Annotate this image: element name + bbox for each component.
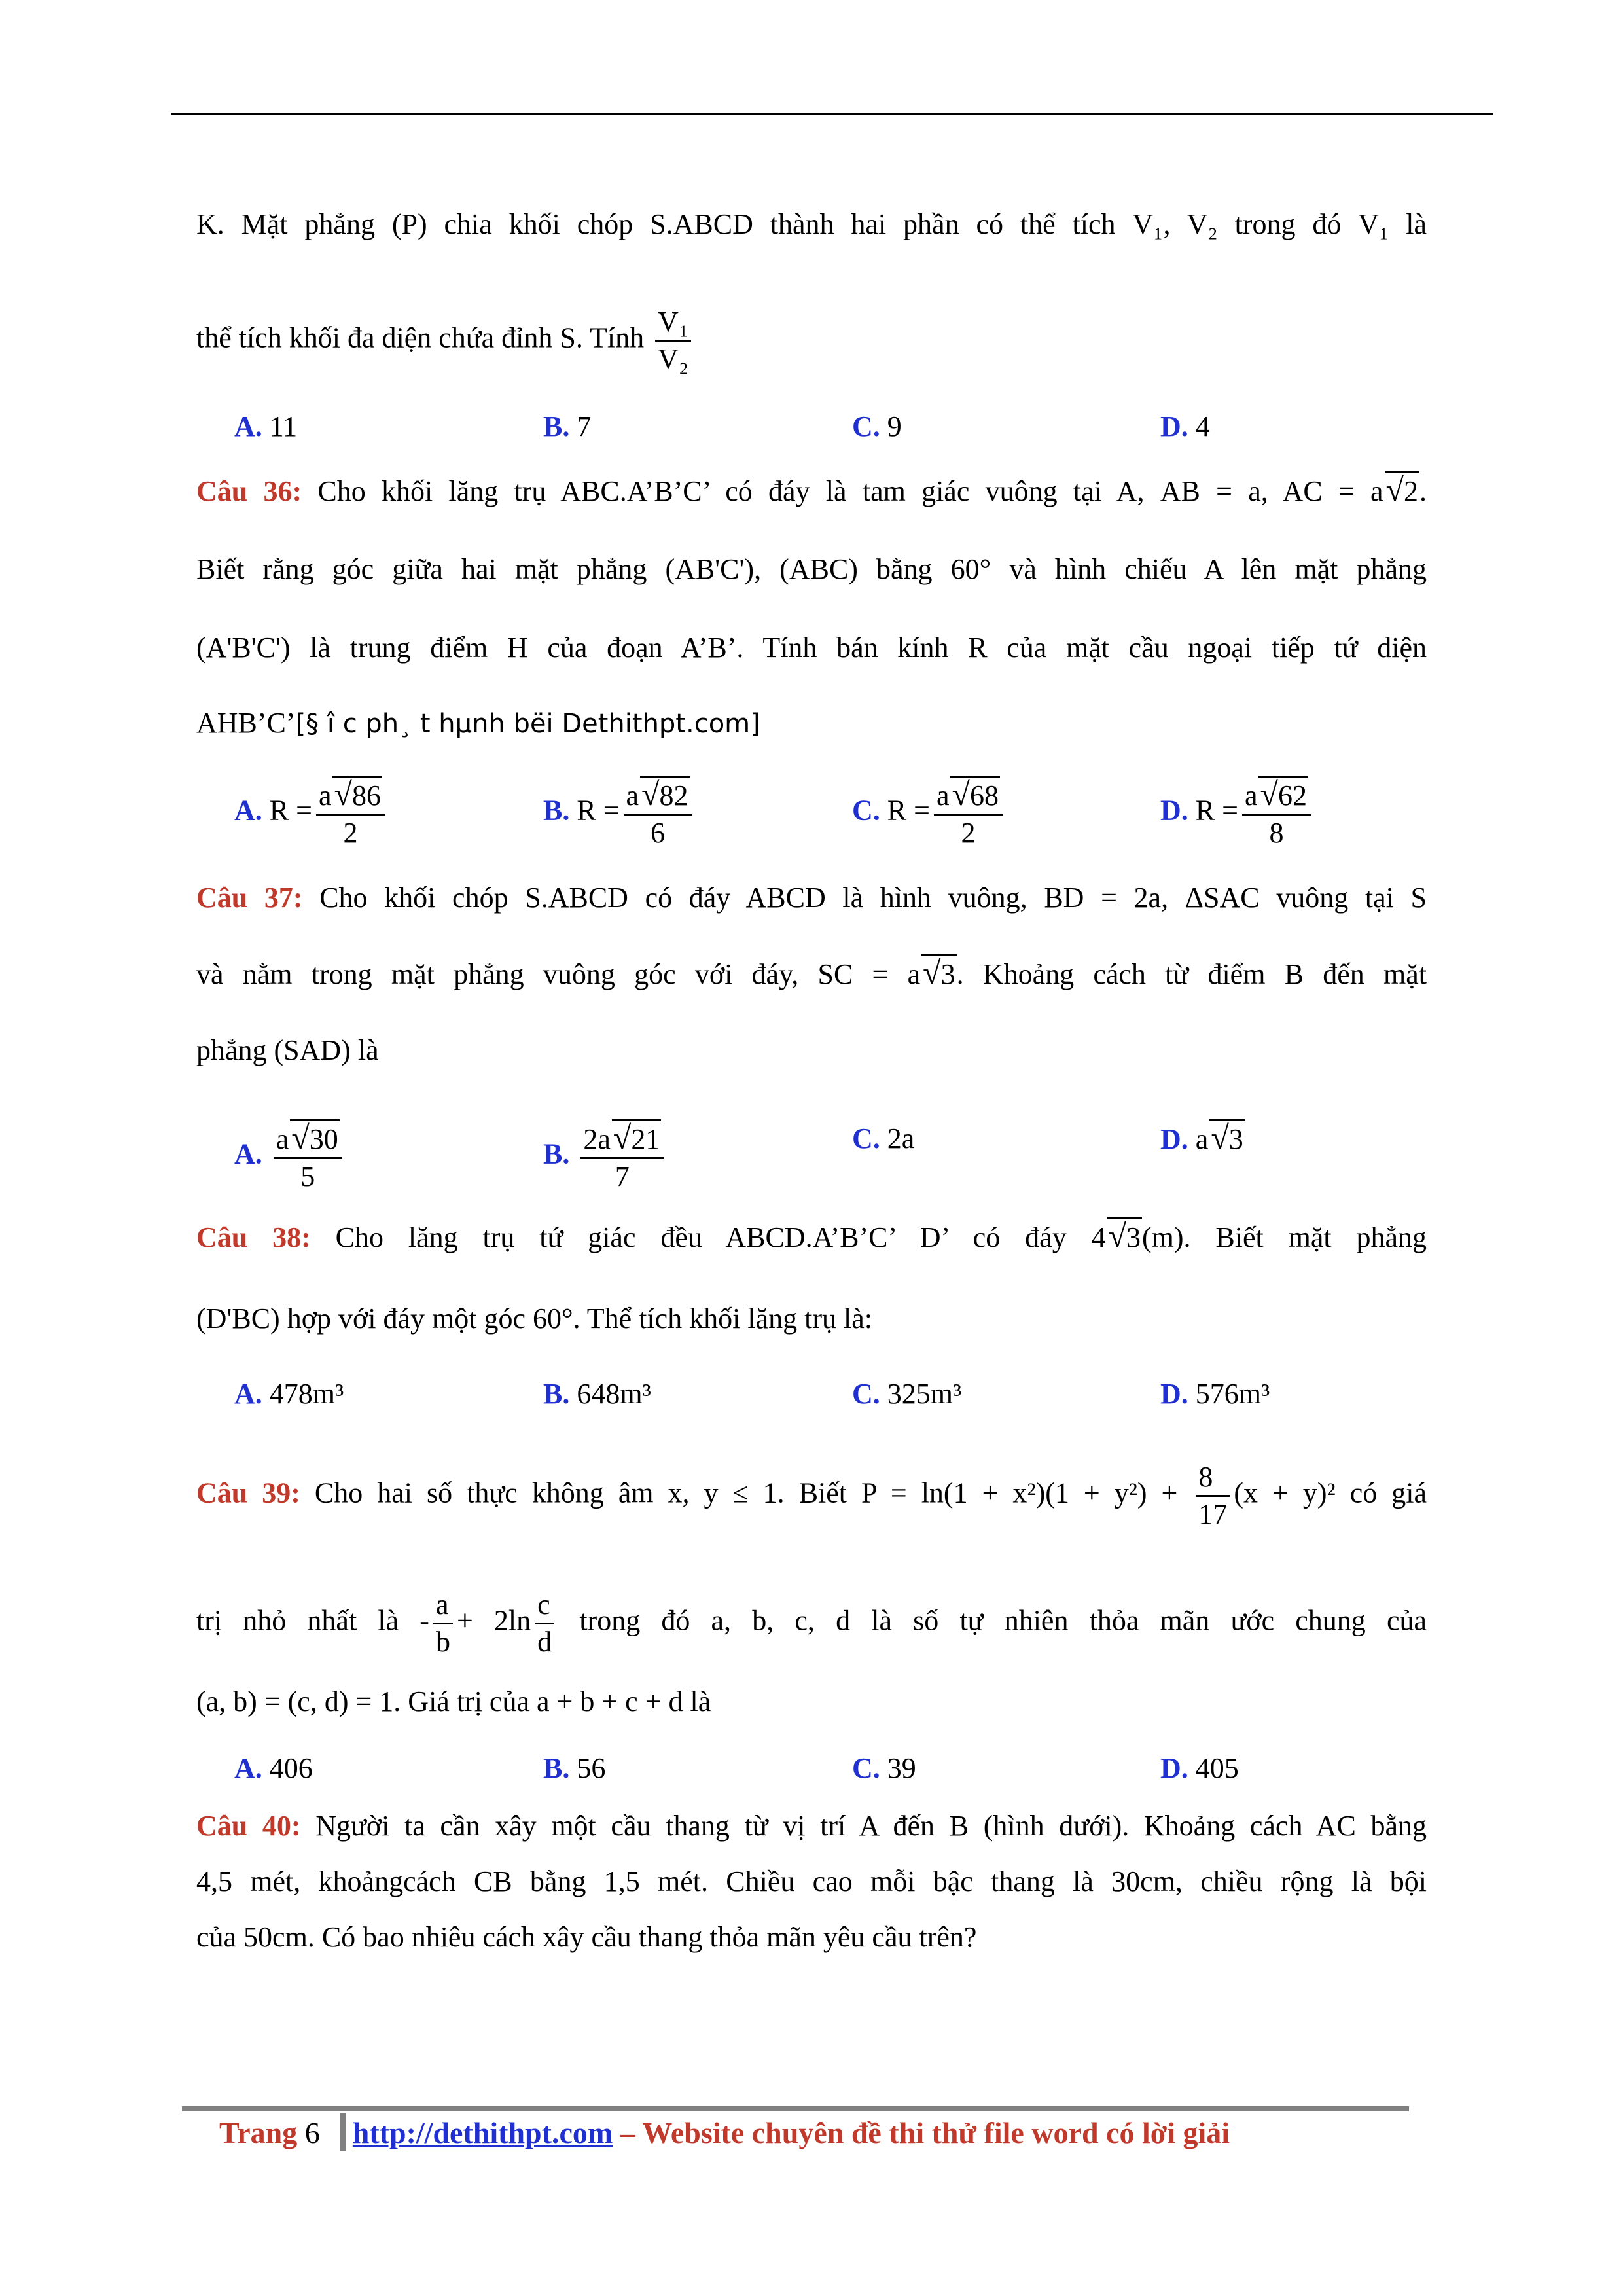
q37-option-a[interactable]: A. $\frac{a√30}{5}$ xyxy=(234,1119,346,1194)
q39-option-a[interactable]: A. 406 xyxy=(234,1752,313,1784)
q37-line-2: và nằm trong mặt phẳng vuông góc với đáy, SC = a√3. Khoảng cách từ điểm B đến mặt xyxy=(196,954,1427,991)
q39-line-1: Câu 39: Cho hai số thực không âm x, y ≤ 1. Biết P = ln(1 + x²)(1 + y²) + $\frac{8}{17}$ (x + y)² có giá xyxy=(196,1461,1427,1530)
q38-option-c[interactable]: C. 325m³ xyxy=(852,1378,962,1410)
q39-option-c[interactable]: C. 39 xyxy=(852,1752,916,1784)
q35-option-d[interactable]: D. 4 xyxy=(1160,410,1210,442)
footer xyxy=(219,2115,1230,2150)
header-rule xyxy=(171,113,1493,115)
q37-line-3: phẳng (SAD) là xyxy=(196,1034,379,1066)
q35-option-a[interactable]: A. 11 xyxy=(234,410,298,442)
q37-line-1: Câu 37: Cho khối chóp S.ABCD có đáy ABCD là hình vuông, BD = 2a, ΔSAC vuông tại S xyxy=(196,882,1427,914)
q40-line-3: của 50cm. Có bao nhiêu cách xây cầu thang thỏa mãn yêu cầu trên? xyxy=(196,1921,977,1953)
q40-line-2: 4,5 mét, khoảngcách CB bằng 1,5 mét. Chiều cao mỗi bậc thang là 30cm, chiều rộng là bội xyxy=(196,1865,1427,1897)
q37-option-c[interactable]: C. 2a xyxy=(852,1122,915,1155)
q39-option-d[interactable]: D. 405 xyxy=(1160,1752,1239,1784)
page-number: 6 xyxy=(304,2116,320,2149)
q39-line-3: (a, b) = (c, d) = 1. Giá trị của a + b + c + d là xyxy=(196,1685,711,1717)
page-label: Trang xyxy=(219,2116,298,2149)
footer-tagline: – Website chuyên đề thi thử file word có lời giải xyxy=(613,2116,1230,2149)
q35-line-1: K. Mặt phẳng (P) chia khối chóp S.ABCD thành hai phần có thể tích V₁, V₂ trong đó V₁ là xyxy=(196,208,1427,240)
q36-option-d[interactable]: D. R = $\frac{a√62}{8}$ xyxy=(1160,776,1315,851)
volumes: V₁, V₂ xyxy=(1132,208,1218,240)
volume-ratio: $\frac{\text{V₁}}{\text{V₂}}$ xyxy=(655,304,691,377)
plane-p: (P) xyxy=(391,208,427,240)
q38-line-2: (D'BC) hợp với đáy một góc 60°. Thể tích khối lăng trụ là: xyxy=(196,1302,873,1335)
q38-line-1: Câu 38: Cho lăng trụ tứ giác đều ABCD.A’B’C’ D’ có đáy 4√3(m). Biết mặt phẳng xyxy=(196,1217,1427,1254)
question-label: Câu 40: xyxy=(196,1810,301,1842)
q40-line-1: Câu 40: Người ta cần xây một cầu thang từ vị trí A đến B (hình dưới). Khoảng cách AC bằng xyxy=(196,1810,1427,1842)
q36-option-a[interactable]: A. R = $\frac{a√86}{2}$ xyxy=(234,776,389,851)
q38-option-d[interactable]: D. 576m³ xyxy=(1160,1378,1270,1410)
q37-option-d[interactable]: D. a√3 xyxy=(1160,1119,1243,1156)
q36-line-3: (A'B'C') là trung điểm H của đoạn A’B’. Tính bán kính R của mặt cầu ngoại tiếp tứ diện xyxy=(196,632,1427,664)
question-label: Câu 36: xyxy=(196,475,302,507)
q39-option-b[interactable]: B. 56 xyxy=(543,1752,606,1784)
q36-option-c[interactable]: C. R = $\frac{a√68}{2}$ xyxy=(852,776,1007,851)
question-label: Câu 38: xyxy=(196,1221,311,1253)
q35-line-2: thể tích khối đa diện chứa đỉnh S. Tính $\frac{\text{V₁}}{\text{V₂}}$ xyxy=(196,304,1427,377)
footer-rule xyxy=(182,2106,1409,2111)
q36-line-1: Câu 36: Cho khối lăng trụ ABC.A’B’C’ có đáy là tam giác vuông tại A, AB = a, AC = a√2. xyxy=(196,471,1427,508)
q37-option-b[interactable]: B. $\frac{2a√21}{7}$ xyxy=(543,1119,668,1194)
q36-option-b[interactable]: B. R = $\frac{a√82}{6}$ xyxy=(543,776,696,851)
watermark-text: [§ î c ph¸ t hµnh bëi Dethithpt.com] xyxy=(295,709,760,739)
q38-option-a[interactable]: A. 478m³ xyxy=(234,1378,344,1410)
question-label: Câu 37: xyxy=(196,882,303,914)
q39-line-2: trị nhỏ nhất là - $\frac{a}{b}$ + 2ln $\frac{c}{d}$ trong đó a, b, c, d là số tự nhiên thỏa mãn ước chung của xyxy=(196,1588,1427,1658)
site-link[interactable]: http://dethithpt.com xyxy=(352,2116,613,2149)
q38-option-b[interactable]: B. 648m³ xyxy=(543,1378,651,1410)
question-label: Câu 39: xyxy=(196,1477,300,1509)
q36-line-2: Biết rằng góc giữa hai mặt phẳng (AB'C'), (ABC) bằng 60° và hình chiếu A lên mặt phẳng xyxy=(196,553,1427,585)
q36-line-4: AHB’C’[§ î c ph¸ t hµnh bëi Dethithpt.com] xyxy=(196,707,760,739)
q35-option-b[interactable]: B. 7 xyxy=(543,410,592,442)
q35-option-c[interactable]: C. 9 xyxy=(852,410,902,442)
